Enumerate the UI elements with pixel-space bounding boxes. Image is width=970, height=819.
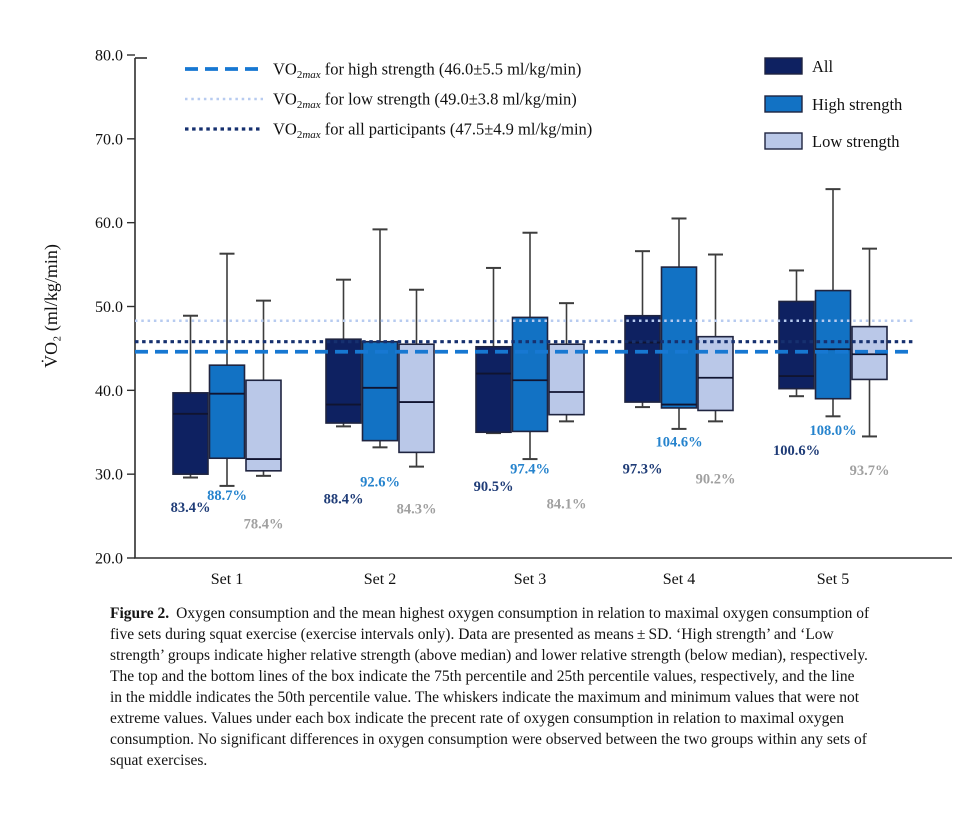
figure-caption-label: Figure 2.	[110, 605, 170, 622]
group-legend-swatch-low-strength	[765, 133, 802, 149]
ref-legend-label-high-strength-vo2max: $VO_2\max$ for high strength (46.0±5.5 ml/kg/min)	[273, 59, 582, 81]
box-all-set1	[173, 393, 208, 474]
group-legend-label-high-strength: High strength	[812, 95, 903, 114]
box-low-strength-set3	[549, 344, 584, 414]
box-high-strength-set5	[816, 291, 851, 399]
y-tick-label: 50.0	[95, 299, 123, 316]
y-tick-label: 70.0	[95, 131, 123, 149]
pct-label-high-strength-set4: 104.6%	[655, 434, 703, 451]
pct-label-high-strength-set2: 92.6%	[360, 474, 400, 491]
pct-label-high-strength-set1: 88.7%	[207, 488, 247, 505]
group-legend-label-low-strength: Low strength	[812, 132, 900, 151]
box-all-set4	[625, 316, 660, 402]
y-tick-label: 20.0	[95, 550, 123, 568]
x-category-label: Set 2	[363, 571, 397, 588]
box-low-strength-set4	[698, 337, 733, 411]
box-all-set3	[476, 347, 511, 433]
x-category-label: Set 5	[816, 571, 850, 588]
pct-label-low-strength-set5: 93.7%	[849, 463, 890, 480]
pct-label-low-strength-set2: 84.3%	[396, 501, 437, 518]
y-tick-label: 40.0	[95, 382, 123, 400]
pct-label-all-set1: 83.4%	[170, 499, 211, 516]
box-high-strength-set1	[210, 365, 245, 458]
group-legend-label-all: All	[812, 57, 834, 76]
y-tick-label: 80.0	[95, 47, 123, 65]
y-tick-label: 30.0	[95, 466, 123, 484]
pct-label-all-set2: 88.4%	[323, 491, 364, 508]
figure-caption-text: Oxygen consumption and the mean highest oxygen consumption in relation to maximal oxygen consumption of five sets during squat exercise (exercise intervals only). Data are presented as means ± SD. ‘High strength’ and ‘Low strength’ groups indicate higher relative strength (above median) and lower relative strength (below median), respectively. The top and the bottom lines of the box indicate the 75th percentile and 25th percentile values, respectively, and the line in the middle indicates the 50th percentile value. The whiskers indicate the maximum and minimum values that were not extreme values. Values under each box indicate the precent rate of oxygen consumption in relation to maximal oxygen consumption. No significant differences in oxygen consumption were observed between the two groups within any sets of squat exercises.	[110, 605, 870, 769]
group-legend-swatch-high-strength	[765, 96, 802, 112]
pct-label-all-set5: 100.6%	[772, 442, 821, 459]
box-low-strength-set1	[246, 380, 281, 471]
box-high-strength-set3	[513, 317, 548, 431]
pct-label-high-strength-set5: 108.0%	[809, 422, 857, 439]
pct-label-low-strength-set1: 78.4%	[243, 516, 284, 533]
y-tick-label: 60.0	[95, 215, 123, 233]
y-axis-title: V̇O₂ (ml/kg/min)	[41, 244, 61, 368]
box-high-strength-set2	[363, 342, 398, 441]
x-category-label: Set 4	[662, 571, 696, 588]
pct-label-high-strength-set3: 97.4%	[510, 461, 550, 478]
ref-legend-label-all-vo2max: $VO_2\max$ for all participants (47.5±4.9 ml/kg/min)	[273, 119, 593, 141]
x-category-label: Set 1	[210, 571, 244, 588]
ref-legend-label-low-strength-vo2max: $VO_2\max$ for low strength (49.0±3.8 ml/kg/min)	[273, 89, 577, 111]
pct-label-all-set4: 97.3%	[622, 461, 663, 478]
group-legend-swatch-all	[765, 58, 802, 74]
box-low-strength-set2	[399, 344, 434, 452]
pct-label-low-strength-set4: 90.2%	[695, 471, 736, 488]
box-high-strength-set4	[662, 267, 697, 408]
x-category-label: Set 3	[513, 571, 547, 588]
pct-label-low-strength-set3: 84.1%	[546, 496, 587, 513]
pct-label-all-set3: 90.5%	[473, 478, 514, 495]
figure-caption	[110, 603, 870, 771]
